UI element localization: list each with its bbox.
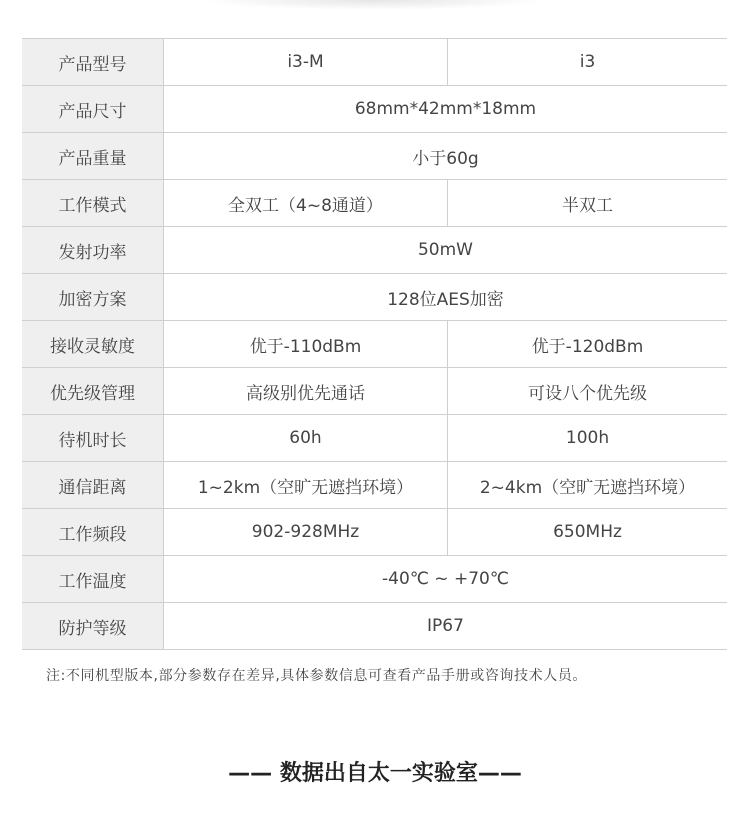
cell-range-i3: 2~4km（空旷无遮挡环境） bbox=[448, 462, 728, 509]
cell-standby-i3m: 60h bbox=[164, 415, 448, 462]
cell-sensitivity-i3: 优于-120dBm bbox=[448, 321, 728, 368]
table-row bbox=[22, 321, 727, 368]
cell-range-i3m: 1~2km（空旷无遮挡环境） bbox=[164, 462, 448, 509]
table-row bbox=[22, 133, 727, 180]
row-label: 接收灵敏度 bbox=[22, 321, 164, 368]
cell-protection: IP67 bbox=[164, 603, 728, 650]
cell-encryption: 128位AES加密 bbox=[164, 274, 728, 321]
row-label: 产品型号 bbox=[22, 39, 164, 86]
table-row bbox=[22, 556, 727, 603]
table-row bbox=[22, 368, 727, 415]
spec-table bbox=[22, 38, 727, 650]
table-row bbox=[22, 274, 727, 321]
table-row bbox=[22, 86, 727, 133]
table-row bbox=[22, 509, 727, 556]
row-label: 待机时长 bbox=[22, 415, 164, 462]
cell-model-i3: i3 bbox=[448, 39, 728, 86]
cell-weight: 小于60g bbox=[164, 133, 728, 180]
row-label: 产品尺寸 bbox=[22, 86, 164, 133]
cell-band-i3: 650MHz bbox=[448, 509, 728, 556]
cell-mode-i3: 半双工 bbox=[448, 180, 728, 227]
row-label: 防护等级 bbox=[22, 603, 164, 650]
row-label: 工作频段 bbox=[22, 509, 164, 556]
cell-model-i3m: i3-M bbox=[164, 39, 448, 86]
row-label: 优先级管理 bbox=[22, 368, 164, 415]
table-row bbox=[22, 462, 727, 509]
cell-size: 68mm*42mm*18mm bbox=[164, 86, 728, 133]
table-row bbox=[22, 180, 727, 227]
table-row bbox=[22, 39, 727, 86]
top-shadow bbox=[200, 0, 550, 10]
row-label: 工作模式 bbox=[22, 180, 164, 227]
row-label: 通信距离 bbox=[22, 462, 164, 509]
cell-sensitivity-i3m: 优于-110dBm bbox=[164, 321, 448, 368]
cell-temperature: -40℃ ~ +70℃ bbox=[164, 556, 728, 603]
data-source-caption: —— 数据出自太一实验室—— bbox=[228, 761, 522, 786]
row-label: 产品重量 bbox=[22, 133, 164, 180]
row-label: 工作温度 bbox=[22, 556, 164, 603]
row-label: 发射功率 bbox=[22, 227, 164, 274]
cell-band-i3m: 902-928MHz bbox=[164, 509, 448, 556]
cell-priority-i3m: 高级别优先通话 bbox=[164, 368, 448, 415]
row-label: 加密方案 bbox=[22, 274, 164, 321]
cell-standby-i3: 100h bbox=[448, 415, 728, 462]
table-row bbox=[22, 415, 727, 462]
footnote: 注:不同机型版本,部分参数存在差异,具体参数信息可查看产品手册或咨询技术人员。 bbox=[46, 668, 588, 684]
cell-priority-i3: 可设八个优先级 bbox=[448, 368, 728, 415]
table-row bbox=[22, 227, 727, 274]
cell-mode-i3m: 全双工（4~8通道） bbox=[164, 180, 448, 227]
table-row bbox=[22, 603, 727, 650]
cell-power: 50mW bbox=[164, 227, 728, 274]
